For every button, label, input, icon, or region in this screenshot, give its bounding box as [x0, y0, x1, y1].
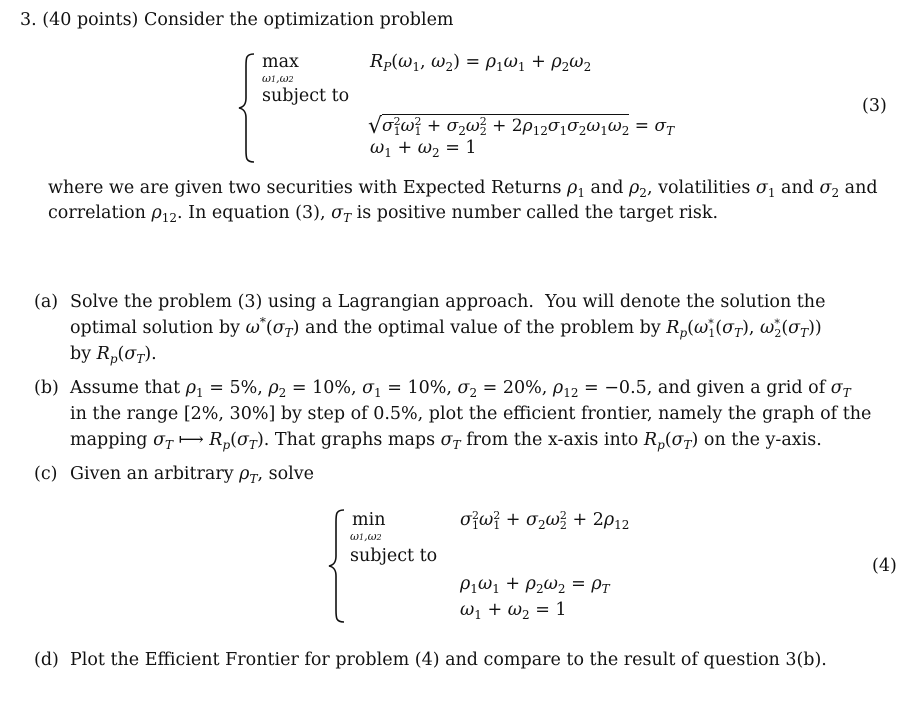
part-d-line-1: Plot the Efficient Frontier for problem (4) and compare to the result of question 3(b). [70, 650, 827, 670]
eq4-min-subscript: ω1,ω2 [350, 530, 382, 543]
part-c-label: (c) [34, 464, 58, 484]
eq3-constraint2: $\omega_1 + \omega_2 = 1$ [370, 138, 477, 160]
eq4-subject-to: subject to [350, 546, 438, 566]
eq3-max-subscript: ω1,ω2 [262, 72, 294, 85]
part-a-label: (a) [34, 292, 59, 312]
eq3-subject-to: subject to [262, 86, 350, 106]
eq4-objective: σ2 1ω2 $1 + \sigma_2\omega 2$ $2 + 2\rho_{12}$ [460, 508, 630, 532]
eq3-max: max [262, 52, 299, 72]
part-b-line-3: mapping $\sigma_T$ ⟼ $R_p(\sigma_T)$. That graphs maps $\sigma_T$ from the x-axis into $R_p(\sigma_T)$ on the y-axis. [70, 430, 822, 452]
eq3-brace [236, 52, 258, 164]
problem-points: (40 points) [42, 10, 139, 30]
eq4-min: min [352, 510, 386, 530]
part-c-line-1: Given an arbitrary $\rho_T$, solve [70, 464, 314, 486]
problem-header [20, 10, 454, 30]
part-b-line-1: Assume that $\rho_1 = 5\%$, $\rho_2 = 10\%$, $\sigma_1 = 10\%$, $\sigma_2 = 20\%$, $\rho_{12} = -0.5$, and given a grid of $\sigma_T$ [70, 378, 851, 400]
part-d-label: (d) [34, 650, 59, 670]
part-a-line-1: Solve the problem (3) using a Lagrangian approach. You will denote the solution the [70, 292, 826, 312]
problem-number: 3. [20, 10, 37, 30]
problem-intro: Consider the optimization problem [143, 10, 454, 30]
eq4-constraint1: $\rho_1\omega_1 + \rho_2\omega_2 = \rho_T$ [460, 574, 610, 596]
eq3-objective: $R_P(\omega_1$, $\omega_2) = \rho_1\omega_1 + \rho_2\omega_2$ [370, 52, 592, 74]
part-a-line-2: optimal solution by $\omega^*(\sigma_T)$ and the optimal value of the problem by $R_p(\omega*$ $1(\sigma_T)$, ω* $2(\sigma_T)$) [70, 315, 822, 340]
part-a-line-3: by $R_p(\sigma_T)$. [70, 344, 157, 366]
description-line-1: where we are given two securities with Expected Returns $\rho_1$ and $\rho_2$, volatilities $\sigma_1$ and $\sigma_2$ and [48, 178, 878, 200]
description-line-2: correlation $\rho_{12}$. In equation (3), $\sigma_T$ is positive number called the target risk. [48, 203, 719, 225]
eq3-constraint1: √σ2 1ω2 $1 + \sigma_2\omega 2$ $2 + 2\rho_{12}\sigma_1\sigma_2\omega_1\omega_2 = \sigma_T$ [368, 114, 675, 139]
part-b-line-2: in the range [2%, 30%] by step of 0.5%, plot the efficient frontier, namely the graph of the [70, 404, 872, 424]
part-b-label: (b) [34, 378, 59, 398]
eq3-label: (3) [862, 96, 887, 116]
eq4-label: (4) [872, 556, 897, 576]
eq4-constraint2: $\omega_1 + \omega_2 = 1$ [460, 600, 567, 622]
eq4-brace [326, 508, 348, 624]
